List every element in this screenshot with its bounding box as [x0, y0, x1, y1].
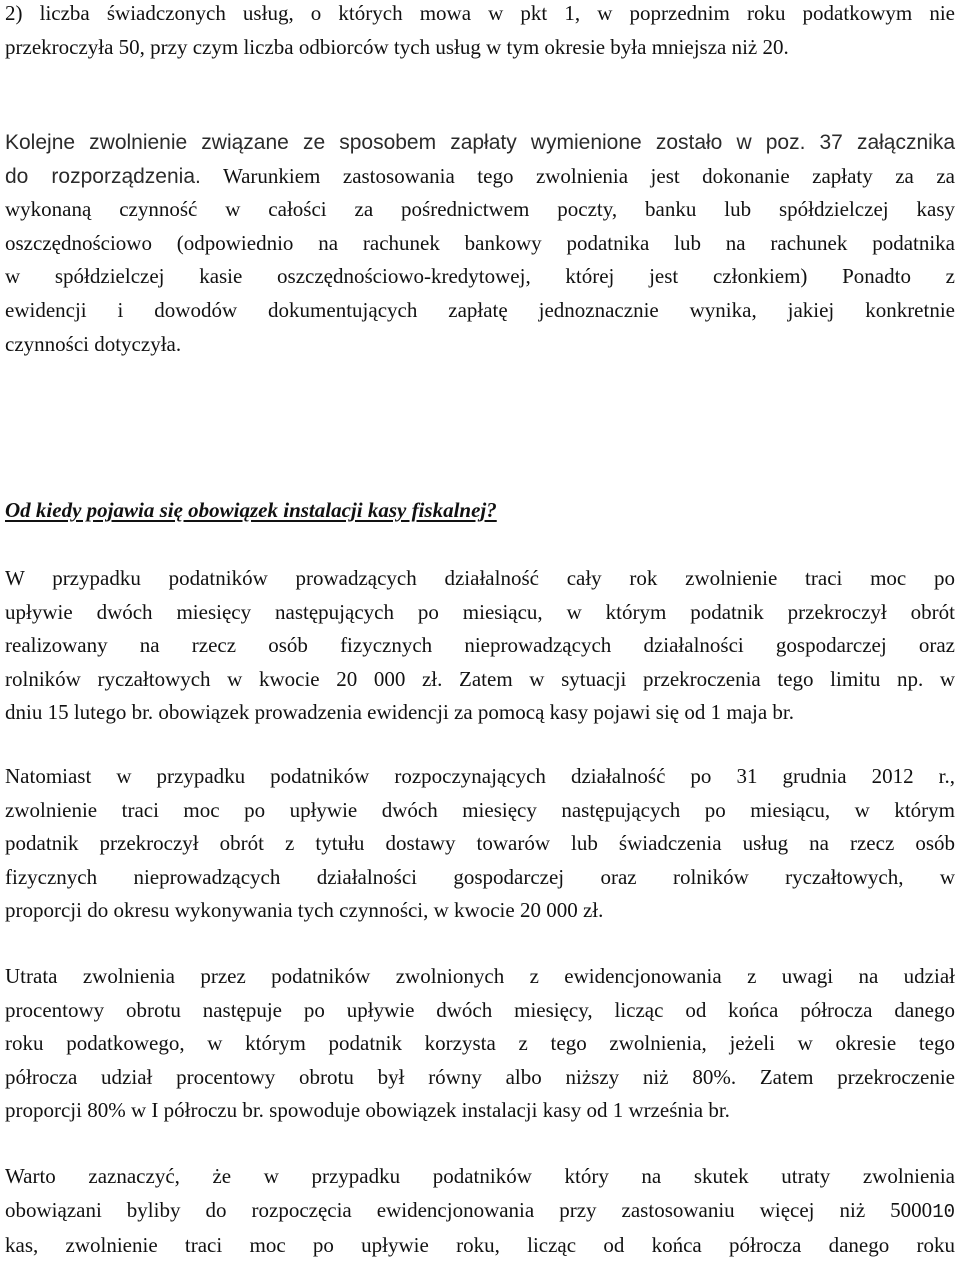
- text-line: czynności dotyczyła.: [5, 331, 182, 356]
- text-line: Utrata zwolnienia przez podatników zwolnionych z ewidencjonowania z uwagi na udział: [5, 964, 955, 988]
- text-line: procentowy obrotu następuje po upływie dwóch miesięcy, licząc od końca półrocza danego: [5, 997, 955, 1022]
- text-line: realizowany na rzecz osób fizycznych nieprowadzących działalności gospodarczej oraz: [5, 633, 955, 658]
- paragraph-payment-exemption: [5, 126, 955, 361]
- text-line: w spółdzielczej kasie oszczędnościowo-kredytowej, której jest członkiem) Ponadto z: [5, 264, 955, 289]
- text-fragment: Warunkiem zastosowania tego zwolnienia jest dokonanie zapłaty za za: [222, 163, 955, 188]
- text-line: wykonaną czynność w całości za pośrednictwem poczty, banku lub spółdzielczej kasy: [5, 197, 955, 222]
- text-line: W przypadku podatników prowadzących działalność cały rok zwolnienie traci moc po: [5, 566, 955, 590]
- text-line: proporcji do okresu wykonywania tych czynności, w kwocie 20 000 zł.: [5, 898, 604, 923]
- text-line: fizycznych nieprowadzących działalności gospodarczej oraz rolników ryczałtowych, w: [5, 864, 955, 889]
- text-line: kas, zwolnienie traci moc po upływie roku, licząc od końca półrocza danego roku: [5, 1233, 955, 1258]
- text-line: proporcji 80% w I półroczu br. spowoduje obowiązek instalacji kasy od 1 września br.: [5, 1098, 730, 1123]
- paragraph-percentage-share: [5, 960, 955, 1128]
- text-line: Warto zaznaczyć, że w przypadku podatników który na skutek utraty zwolnienia: [5, 1164, 955, 1188]
- text-line: 2) liczba świadczonych usług, o których mowa w pkt 1, w poprzednim roku podatkowym nie: [5, 1, 955, 25]
- text-line: rolników ryczałtowych w kwocie 20 000 zł. Zatem w sytuacji przekroczenia tego limitu np. w: [5, 666, 955, 691]
- text-line: półrocza udział procentowy obrotu był równy albo niższy niż 80%. Zatem przekroczenie: [5, 1064, 955, 1089]
- text-fragment: 10: [932, 1200, 955, 1223]
- text-line: przekroczyła 50, przy czym liczba odbiorców tych usług w tym okresie była mniejsza niż 20.: [5, 34, 789, 59]
- text-line: upływie dwóch miesięcy następujących po miesiącu, w którym podatnik przekroczył obrót: [5, 599, 955, 624]
- text-line: roku podatkowego, w którym podatnik korzysta z tego zwolnienia, jeżeli w okresie tego: [5, 1031, 955, 1056]
- paragraph-services-limit: [5, 0, 955, 64]
- text-line: Kolejne zwolnienie związane ze sposobem zapłaty wymienione zostało w poz. 37 załącznika: [5, 131, 955, 154]
- text-line: [5, 160, 955, 194]
- text-fragment: obowiązani byliby do rozpoczęcia ewidencjonowania przy zastosowaniu więcej niż 5000: [5, 1197, 933, 1222]
- paragraph-more-registers: [5, 1160, 955, 1263]
- paragraph-full-year: [5, 562, 955, 730]
- text-line: dniu 15 lutego br. obowiązek prowadzenia ewidencji za pomocą kasy pojawi się od 1 maja br.: [5, 700, 795, 725]
- text-line: oszczędnościowo (odpowiednio na rachunek bankowy podatnika lub na rachunek podatnika: [5, 230, 955, 255]
- text-fragment: do rozporządzenia.: [5, 164, 201, 188]
- text-line: podatnik przekroczył obrót z tytułu dostawy towarów lub świadczenia usług na rzecz osób: [5, 831, 955, 856]
- text-line: zwolnienie traci moc po upływie dwóch miesięcy następujących po miesiącu, w którym: [5, 797, 955, 822]
- paragraph-new-business: [5, 760, 955, 928]
- section-heading: Od kiedy pojawia się obowiązek instalacji kasy fiskalnej?: [5, 498, 497, 522]
- text-line: Natomiast w przypadku podatników rozpoczynających działalność po 31 grudnia 2012 r.,: [5, 764, 955, 788]
- text-line: [5, 1194, 955, 1230]
- text-line: ewidencji i dowodów dokumentujących zapłatę jednoznacznie wynika, jakiej konkretnie: [5, 297, 955, 322]
